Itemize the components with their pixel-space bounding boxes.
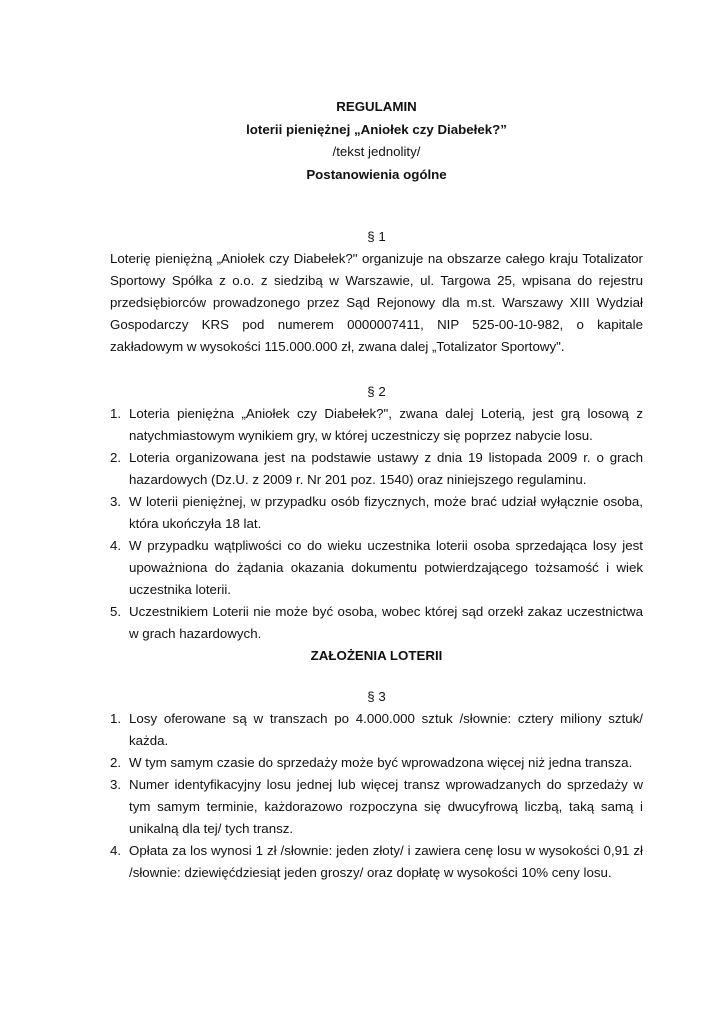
list-item <box>110 708 643 752</box>
list-item-text: Losy oferowane są w transzach po 4.000.000 sztuk /słownie: cztery miliony sztuk/ każda. <box>129 711 643 748</box>
list-item-text: Opłata za los wynosi 1 zł /słownie: jeden złoty/ i zawiera cenę losu w wysokości 0,91 zł /słownie: dziewięćdziesiąt jeden groszy/ oraz dopłatę w wysokości 10% ceny losu. <box>129 843 643 880</box>
document-note: /tekst jednolity/ <box>332 144 421 159</box>
list-item <box>110 403 643 447</box>
list-item-text: W przypadku wątpliwości co do wieku uczestnika loterii osoba sprzedająca losy jest upoważniona do żądania okazania dokumentu potwierdzającego tożsamość i wiek uczestnika loterii. <box>129 538 643 597</box>
list-item-number: 4. <box>110 538 122 553</box>
list-item-number: 1. <box>110 711 122 726</box>
paragraph-3-heading: § 3 <box>367 689 386 704</box>
list-item-number: 3. <box>110 494 122 509</box>
paragraph-3-list <box>110 708 643 884</box>
section-title-assumptions: ZAŁOŻENIA LOTERII <box>310 648 443 663</box>
list-item <box>110 774 643 840</box>
list-item-text: W tym samym czasie do sprzedaży może być wprowadzona więcej niż jedna transza. <box>129 755 633 770</box>
paragraph-1-heading: § 1 <box>367 229 386 244</box>
list-item-text: Uczestnikiem Loterii nie może być osoba, wobec której sąd orzekł zakaz uczestnictwa w grach hazardowych. <box>129 604 643 641</box>
list-item <box>110 840 643 884</box>
list-item-number: 3. <box>110 777 122 792</box>
document-title: REGULAMIN <box>336 99 417 114</box>
list-item <box>110 601 643 645</box>
list-item-text: Loteria pieniężna „Aniołek czy Diabełek?", zwana dalej Loterią, jest grą losową z natychmiastowym wynikiem gry, w której uczestniczy się poprzez nabycie losu. <box>129 406 643 443</box>
list-item <box>110 491 643 535</box>
paragraph-1-text: Loterię pieniężną „Aniołek czy Diabełek?" organizuje na obszarze całego kraju Totalizator Sportowy Spółka z o.o. z siedzibą w Warszawie, ul. Targowa 25, wpisana do rejestru przedsiębiorców prowadzonego przez Sąd Rejonowy dla m.st. Warszawy XIII Wydział Gospodarczy KRS pod numerem 0000007411, NIP 525-00-10-982, o kapitale zakładowym w wysokości 115.000.000 zł, zwana dalej „Totalizator Sportowy". <box>110 251 643 354</box>
list-item <box>110 535 643 601</box>
section-title-general: Postanowienia ogólne <box>306 166 447 182</box>
list-item-number: 5. <box>110 604 122 619</box>
list-item-number: 4. <box>110 843 122 858</box>
list-item-number: 2. <box>110 450 122 465</box>
paragraph-2-list <box>110 403 643 645</box>
list-item-text: Loteria organizowana jest na podstawie ustawy z dnia 19 listopada 2009 r. o grach hazardowych (Dz.U. z 2009 r. Nr 201 poz. 1540) oraz niniejszego regulaminu. <box>129 450 643 487</box>
spacer <box>110 667 643 686</box>
list-item-text: Numer identyfikacyjny losu jednej lub więcej transz wprowadzanych do sprzedaży w tym samym terminie, każdorazowo rozpoczyna się dwucyfrową liczbą, taką samą i unikalną dla tej/ tych transz. <box>129 777 643 836</box>
list-item <box>110 447 643 491</box>
paragraph-2-heading: § 2 <box>367 384 386 399</box>
document-subtitle: loterii pieniężnej „Aniołek czy Diabełek?” <box>246 121 507 137</box>
list-item <box>110 752 643 774</box>
spacer <box>110 358 643 381</box>
list-item-number: 1. <box>110 406 122 421</box>
spacer <box>110 186 643 226</box>
list-item-number: 2. <box>110 755 122 770</box>
list-item-text: W loterii pieniężnej, w przypadku osób fizycznych, może brać udział wyłącznie osoba, która ukończyła 18 lat. <box>129 494 643 531</box>
